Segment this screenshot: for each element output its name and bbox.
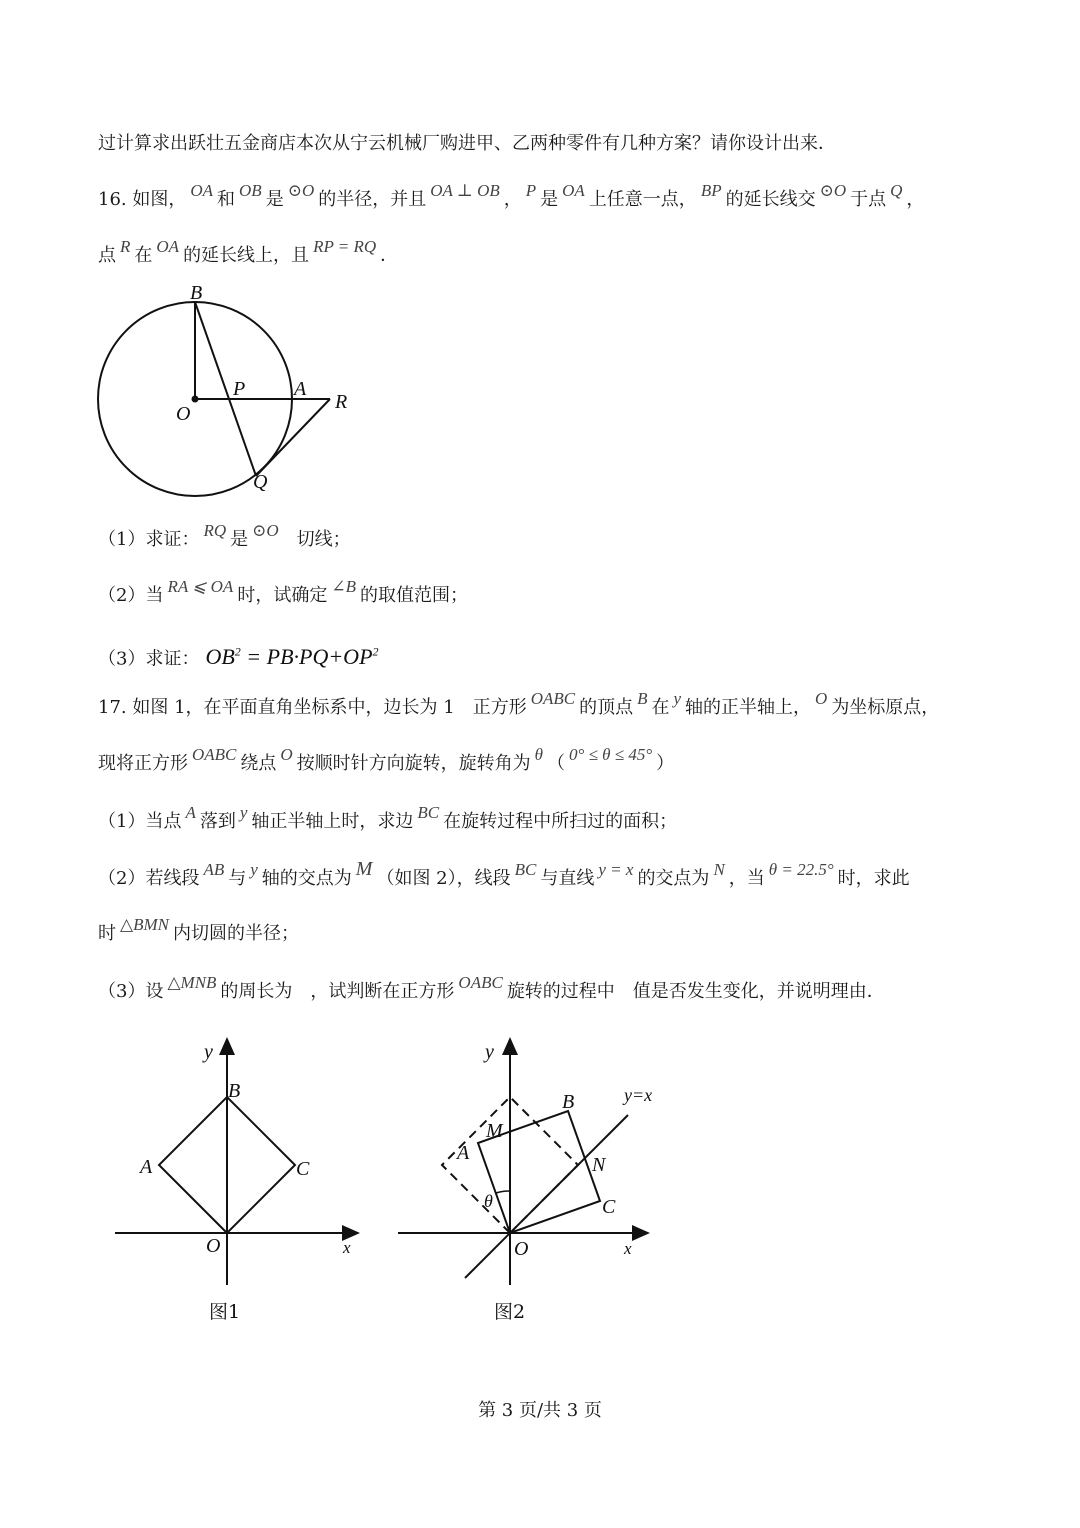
math-oa-3: OA: [156, 237, 180, 256]
q16-line-1: 16. 如图， OA 和 OB 是 ⊙O 的半径，并且 OA ⊥ OB ， P 是 OA 上任意一点， BP 的延长线交 ⊙O 于点 Q ，: [98, 181, 925, 210]
label-c: C: [296, 1158, 310, 1180]
label-p: P: [233, 378, 246, 400]
label-b: B: [228, 1080, 241, 1102]
label-m: M: [486, 1120, 503, 1142]
math-perp: OA ⊥ OB: [430, 181, 500, 200]
math-bp: BP: [700, 181, 722, 200]
label-y: y: [204, 1041, 213, 1063]
q17-line-2: 现将正方形 OABC 绕点 O 按顺时针方向旋转，旋转角为 θ （ 0° ≤ θ ≤ 45° ）: [98, 745, 675, 774]
q17-sub-3: （3）设 △MNB 的周长为 ，试判断在正方形 OABC 旋转的过程中 值是否发生变化，并说明理由．: [98, 973, 885, 1002]
label-r: R: [335, 391, 348, 413]
label-y-equals-x: y=x: [624, 1085, 653, 1105]
q17-sub-2: （2）若线段 AB 与 y 轴的交点为 M （如图 2），线段 BC 与直线 y = x 的交点为 N ，当 θ = 22.5° 时，求此: [98, 858, 910, 889]
q16-circle-figure: [90, 275, 370, 505]
label-b: B: [190, 282, 203, 304]
q16-sub-3: （3）求证： $OB^2 = PB\cdot PQ+OP^2$: [98, 644, 379, 670]
label-x: x: [624, 1239, 632, 1258]
q17-figure-2: [390, 1035, 690, 1335]
page-footer: 第 3 页/共 3 页: [478, 1400, 602, 1421]
label-o: O: [514, 1238, 529, 1260]
math-circle-o-2: ⊙O: [819, 181, 847, 200]
q16-sub-2: （2）当 RA ⩽ OA 时，试确定 ∠B 的取值范围；: [98, 577, 468, 606]
math-rp-rq: RP = RQ: [313, 237, 377, 256]
math-q: Q: [890, 181, 903, 200]
label-b: B: [562, 1091, 575, 1113]
q17-line-1: 17. 如图 1，在平面直角坐标系中，边长为 1 正方形 OABC 的顶点 B 在 y 轴的正半轴上， O 为坐标原点，: [98, 689, 940, 718]
theta-arc: [496, 1191, 510, 1193]
label-y: y: [485, 1041, 494, 1063]
q17-figure-1: [100, 1035, 370, 1335]
label-x: x: [343, 1238, 351, 1257]
label-a: A: [294, 378, 307, 400]
segment-qr: [256, 399, 330, 476]
q17-sub-1: （1）当点 A 落到 y 轴正半轴上时，求边 BC 在旋转过程中所扫过的面积；: [98, 803, 678, 832]
text-line-continuation: 过计算求出跃壮五金商店本次从宁云机械厂购进甲、乙两种零件有几种方案？请你设计出来．: [98, 133, 836, 154]
q16-line-2: 点 R 在 OA 的延长线上，且 RP = RQ ．: [98, 237, 399, 266]
caption-fig2: 图2: [494, 1301, 526, 1323]
caption-fig1: 图1: [209, 1301, 241, 1323]
label-theta: θ: [484, 1191, 493, 1211]
q16-sub-1: （1）求证： RQ 是 ⊙O 切线；: [98, 521, 351, 550]
label-a: A: [140, 1156, 153, 1178]
segment-bq: [195, 302, 256, 476]
label-c: C: [602, 1196, 616, 1218]
math-ob: OB: [239, 181, 262, 200]
label-q: Q: [253, 471, 268, 493]
label-n: N: [592, 1154, 606, 1176]
label-a: A: [457, 1142, 470, 1164]
math-oa-2: OA: [562, 181, 585, 200]
label-o: O: [206, 1235, 221, 1257]
math-circle-o: ⊙O: [287, 181, 315, 200]
math-r: R: [120, 237, 131, 256]
math-p: P: [525, 181, 537, 200]
math-oa: OA: [190, 181, 214, 200]
center-dot: [192, 396, 199, 403]
math-ob2-equation: $OB^2 = PB\cdot PQ+OP^2$: [205, 644, 379, 670]
q17-sub-2-cont: 时 △BMN 内切圆的半径；: [98, 915, 299, 944]
label-o: O: [176, 403, 191, 425]
